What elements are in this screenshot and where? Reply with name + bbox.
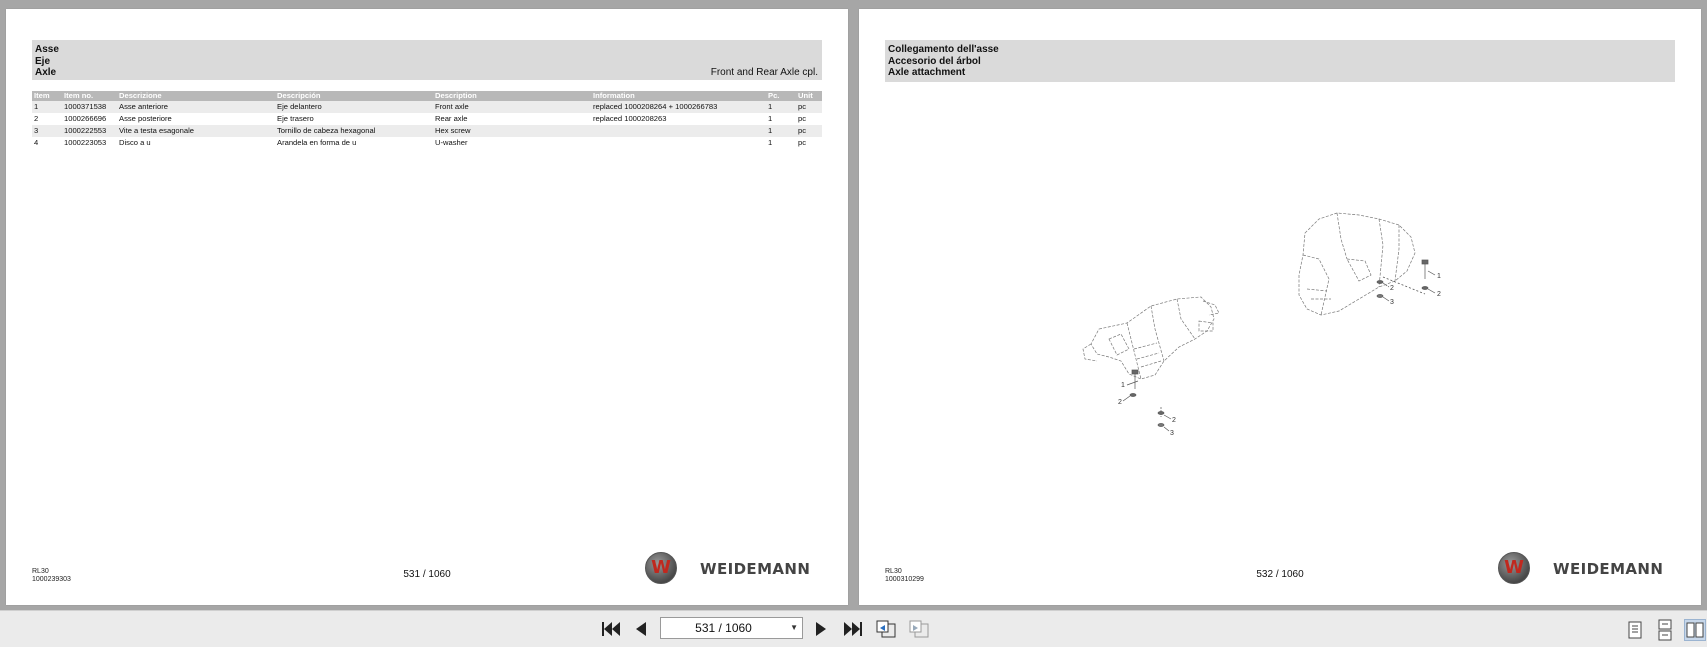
- cell: 1000222553: [62, 125, 117, 137]
- table-row: [32, 137, 822, 149]
- previous-page-button[interactable]: [630, 619, 652, 639]
- column-header: Unit: [796, 91, 822, 101]
- callout-label: 2: [1118, 399, 1122, 406]
- cell: 1: [768, 114, 773, 123]
- callout-label: 1: [1437, 273, 1441, 280]
- cell: [591, 137, 766, 149]
- weidemann-logo-icon: [645, 552, 677, 584]
- header-title-es: Eje: [35, 55, 51, 67]
- header-title-it: Collegamento dell'asse: [888, 44, 999, 55]
- document-number: 1000239303: [32, 576, 71, 583]
- document-number: 1000310299: [885, 576, 924, 583]
- parts-table: [32, 91, 822, 149]
- cell: 1: [766, 101, 796, 113]
- column-header: Item: [32, 91, 62, 101]
- header-title-es: Accesorio del árbol: [888, 55, 981, 67]
- two-page-view-icon: [1685, 620, 1705, 640]
- cell: 1000371538: [62, 101, 117, 113]
- cell: pc: [796, 125, 822, 137]
- document-page-left: [6, 9, 848, 605]
- cell: Hex screw: [433, 125, 591, 137]
- history-back-button[interactable]: [875, 619, 897, 639]
- next-page-button[interactable]: [810, 619, 832, 639]
- single-page-view-icon: [1624, 619, 1646, 641]
- single-page-view-button[interactable]: [1624, 619, 1646, 641]
- callout-label: 3: [1170, 430, 1174, 437]
- table-row: [32, 113, 822, 125]
- cell: [591, 125, 766, 137]
- last-page-button[interactable]: [842, 619, 864, 639]
- cell: 1000266696: [64, 114, 107, 123]
- cell: Vite a testa esagonale: [117, 125, 275, 137]
- callout-label: 2: [1437, 291, 1441, 298]
- column-header: Descripción: [275, 91, 433, 101]
- cell: Asse posteriore: [119, 114, 172, 123]
- weidemann-logo-icon: [1498, 552, 1530, 584]
- first-page-icon: [600, 619, 622, 639]
- section-header: [32, 40, 822, 80]
- cell: U-washer: [435, 138, 468, 147]
- column-header: Information: [591, 91, 766, 101]
- history-forward-button[interactable]: [908, 619, 930, 639]
- cell: Rear axle: [435, 114, 468, 123]
- first-page-button[interactable]: [600, 619, 622, 639]
- cell: pc: [796, 101, 822, 113]
- brand-name: WEIDEMANN: [700, 560, 811, 578]
- assembly-name: Front and Rear Axle cpl.: [710, 67, 818, 78]
- history-forward-icon: [908, 619, 930, 639]
- column-header: Pc.: [766, 91, 796, 101]
- cell: replaced 1000208263: [593, 114, 667, 123]
- continuous-view-icon: [1654, 619, 1676, 641]
- logo-mark: W: [1504, 557, 1524, 578]
- cell: replaced 1000208264 + 1000266783: [591, 101, 766, 113]
- cell: Eje trasero: [277, 114, 314, 123]
- column-header: Item no.: [62, 91, 117, 101]
- cell: Asse anteriore: [117, 101, 275, 113]
- column-header: Descrizione: [117, 91, 275, 101]
- page-number: 532 / 1060: [1256, 569, 1304, 580]
- cell: Front axle: [433, 101, 591, 113]
- cell: Arandela en forma de u: [277, 138, 357, 147]
- callout-label: 2: [1390, 285, 1394, 292]
- header-title-en: Axle attachment: [888, 67, 966, 78]
- two-page-view-button[interactable]: [1684, 619, 1706, 641]
- prev-page-icon: [630, 619, 652, 639]
- page-number: 531 / 1060: [403, 569, 451, 580]
- last-page-icon: [842, 619, 864, 639]
- column-header: Description: [433, 91, 591, 101]
- cell: 1: [32, 101, 62, 113]
- viewer-toolbar: [0, 610, 1707, 647]
- brand-name: WEIDEMANN: [1553, 560, 1664, 578]
- chevron-down-icon: ▼: [790, 623, 798, 632]
- cell: pc: [798, 114, 807, 123]
- exploded-view-drawing: [859, 9, 1701, 605]
- table-row: [32, 101, 822, 113]
- cell: 3: [32, 125, 62, 137]
- cell: Eje delantero: [275, 101, 433, 113]
- cell: 1: [768, 138, 773, 147]
- page-selector[interactable]: [660, 617, 803, 639]
- cell: pc: [798, 138, 807, 147]
- cell: 4: [34, 138, 39, 147]
- cell: 2: [34, 114, 39, 123]
- page-selector-value: 531 / 1060: [695, 621, 752, 635]
- model-name: RL30: [32, 568, 49, 575]
- cell: 1: [766, 125, 796, 137]
- logo-mark: W: [651, 557, 671, 578]
- document-page-right: [859, 9, 1701, 605]
- callout-label: 1: [1121, 382, 1125, 389]
- table-header-row: [32, 91, 822, 101]
- header-title-en: Axle: [35, 67, 57, 78]
- continuous-view-button[interactable]: [1654, 619, 1676, 641]
- history-back-icon: [875, 619, 897, 639]
- cell: Tornillo de cabeza hexagonal: [275, 125, 433, 137]
- callout-label: 2: [1172, 417, 1176, 424]
- cell: Disco a u: [119, 138, 151, 147]
- cell: 1000223053: [64, 138, 107, 147]
- header-title-it: Asse: [35, 44, 59, 55]
- next-page-icon: [810, 619, 832, 639]
- model-name: RL30: [885, 568, 902, 575]
- callout-label: 3: [1390, 299, 1394, 306]
- table-row: [32, 125, 822, 137]
